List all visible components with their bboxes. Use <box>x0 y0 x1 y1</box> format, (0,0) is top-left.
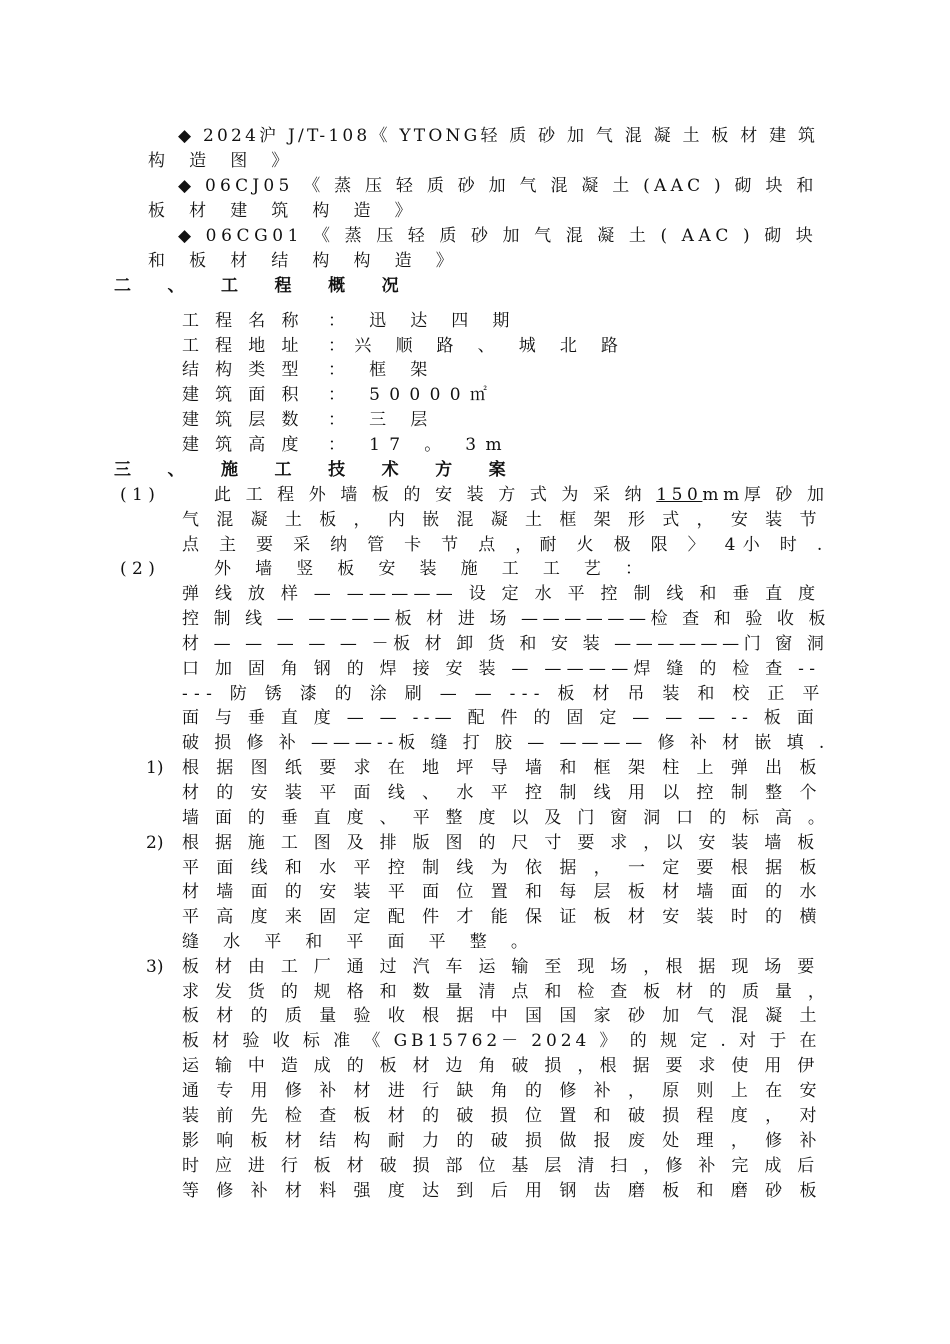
step-line: 求 发 货 的 规 格 和 数 量 清 点 和 检 查 板 材 的 质 量 ， <box>182 982 831 1002</box>
step-number: 1) <box>146 758 164 778</box>
paragraph-number: ( 1 ) <box>120 485 155 505</box>
step-line: 材 的 安 装 平 面 线 、 水 平 控 制 线 用 以 控 制 整 个 <box>182 783 823 803</box>
project-info-row: 建筑高度 ： 17 。 3m <box>182 435 511 455</box>
project-info-row: 建筑面积 ： 50000㎡ <box>182 385 497 405</box>
step-line: 运 输 中 造 成 的 板 材 边 角 破 损 ，根 据 要 求 使 用 伊 <box>182 1056 820 1076</box>
ref-line: ◆ 06CG01 《 蒸 压 轻 质 砂 加 气 混 凝 土 ( AAC ) 砌 块 <box>178 226 818 246</box>
step-number: 2) <box>146 833 164 853</box>
step-line: 板 材 由 工 厂 通 过 汽 车 运 输 至 现 场 ，根 据 现 场 要 <box>182 957 820 977</box>
step-line: 等 修 补 材 料 强 度 达 到 后 用 钢 齿 磨 板 和 磨 砂 板 <box>182 1181 823 1201</box>
section-title: 三 、 施 工 技 术 方 案 <box>114 460 521 480</box>
process-line: 口 加 固 角 钢 的 焊 接 安 装 — ————焊 缝 的 检 查 -- <box>182 659 821 679</box>
process-line: 弹 线 放 样 — ————— 设 定 水 平 控 制 线 和 垂 直 度 <box>182 584 821 604</box>
ref-line: 构 造 图 》 <box>148 151 298 171</box>
ref-line: 板 材 建 筑 构 造 》 <box>148 201 421 221</box>
step-line: 影 响 板 材 结 构 耐 力 的 破 损 做 报 废 处 理 ， 修 补 <box>182 1131 823 1151</box>
paragraph-line: 点 主 要 采 纳 管 卡 节 点 ，耐 火 极 限 〉 4小 时 . <box>182 535 830 555</box>
process-line: 材 — — — — — －板 材 卸 货 和 安 装 ——————门 窗 洞 <box>182 634 829 654</box>
ref-line: ◆ 2024沪 J/T-108《 YTONG轻 质 砂 加 气 混 凝 土 板 材 建 筑 <box>178 126 819 146</box>
step-line: 平 高 度 来 固 定 配 件 才 能 保 证 板 材 安 装 时 的 横 <box>182 907 823 927</box>
step-line: 材 墙 面 的 安 装 平 面 位 置 和 每 层 板 材 墙 面 的 水 <box>182 882 823 902</box>
paragraph-line: 气 混 凝 土 板 ， 内 嵌 混 凝 土 框 架 形 式 ， 安 装 节 <box>182 510 823 530</box>
step-line: 平 面 线 和 水 平 控 制 线 为 依 据 ， 一 定 要 根 据 板 <box>182 858 823 878</box>
step-line: 装 前 先 检 查 板 材 的 破 损 位 置 和 破 损 程 度 ， 对 <box>182 1106 823 1126</box>
step-line: 板 材 的 质 量 验 收 根 据 中 国 国 家 砂 加 气 混 凝 土 <box>182 1006 823 1026</box>
paragraph-line: 此 工 程 外 墙 板 的 安 装 方 式 为 采 纳 150mm厚 砂 加 <box>214 485 829 505</box>
step-line: 板 材 验 收 标 准 《 GB15762－ 2024 》 的 规 定 . 对 于 在 <box>182 1031 821 1051</box>
project-info-row: 工程名称 ： 迅 达 四 期 <box>182 311 519 331</box>
paragraph-number: ( 2 ) <box>120 559 155 579</box>
step-line: 缝 水 平 和 平 面 平 整 。 <box>182 932 538 952</box>
ref-line: 和 板 材 结 构 构 造 》 <box>148 251 463 271</box>
paragraph-line: 外 墙 竖 板 安 装 施 工 工 艺 ： <box>214 559 652 579</box>
ref-line: ◆ 06CJ05 《 蒸 压 轻 质 砂 加 气 混 凝 土 (AAC ) 砌 块 和 <box>178 176 818 196</box>
process-line: 面 与 垂 直 度 — — --— 配 件 的 固 定 — — — -- 板 面 <box>182 708 820 728</box>
step-line: 根 据 图 纸 要 求 在 地 坪 导 墙 和 框 架 柱 上 弹 出 板 <box>182 758 823 778</box>
project-info-row: 建筑层数 ： 三 层 <box>182 410 437 430</box>
project-info-row: 结构类型 ： 框 架 <box>182 360 437 380</box>
process-line: --- 防 锈 漆 的 涂 刷 — — --- 板 材 吊 装 和 校 正 平 <box>182 684 826 704</box>
process-line: 破 损 修 补 ———--板 缝 打 胶 — ———— 修 补 材 嵌 填 . <box>182 733 830 753</box>
step-line: 根 据 施 工 图 及 排 版 图 的 尺 寸 要 求 ，以 安 装 墙 板 <box>182 833 820 853</box>
process-line: 控 制 线 — ————板 材 进 场 ——————检 查 和 验 收 板 <box>182 609 831 629</box>
step-line: 通 专 用 修 补 材 进 行 缺 角 的 修 补 ， 原 则 上 在 安 <box>182 1081 823 1101</box>
section-title: 二 、 工 程 概 况 <box>114 276 414 296</box>
project-info-row: 工程地址 ：兴 顺 路 、 城 北 路 <box>182 336 628 356</box>
step-number: 3) <box>146 957 164 977</box>
step-line: 墙 面 的 垂 直 度 、 平 整 度 以 及 门 窗 洞 口 的 标 高 。 <box>182 808 831 828</box>
step-line: 时 应 进 行 板 材 破 损 部 位 基 层 清 扫 ，修 补 完 成 后 <box>182 1156 820 1176</box>
